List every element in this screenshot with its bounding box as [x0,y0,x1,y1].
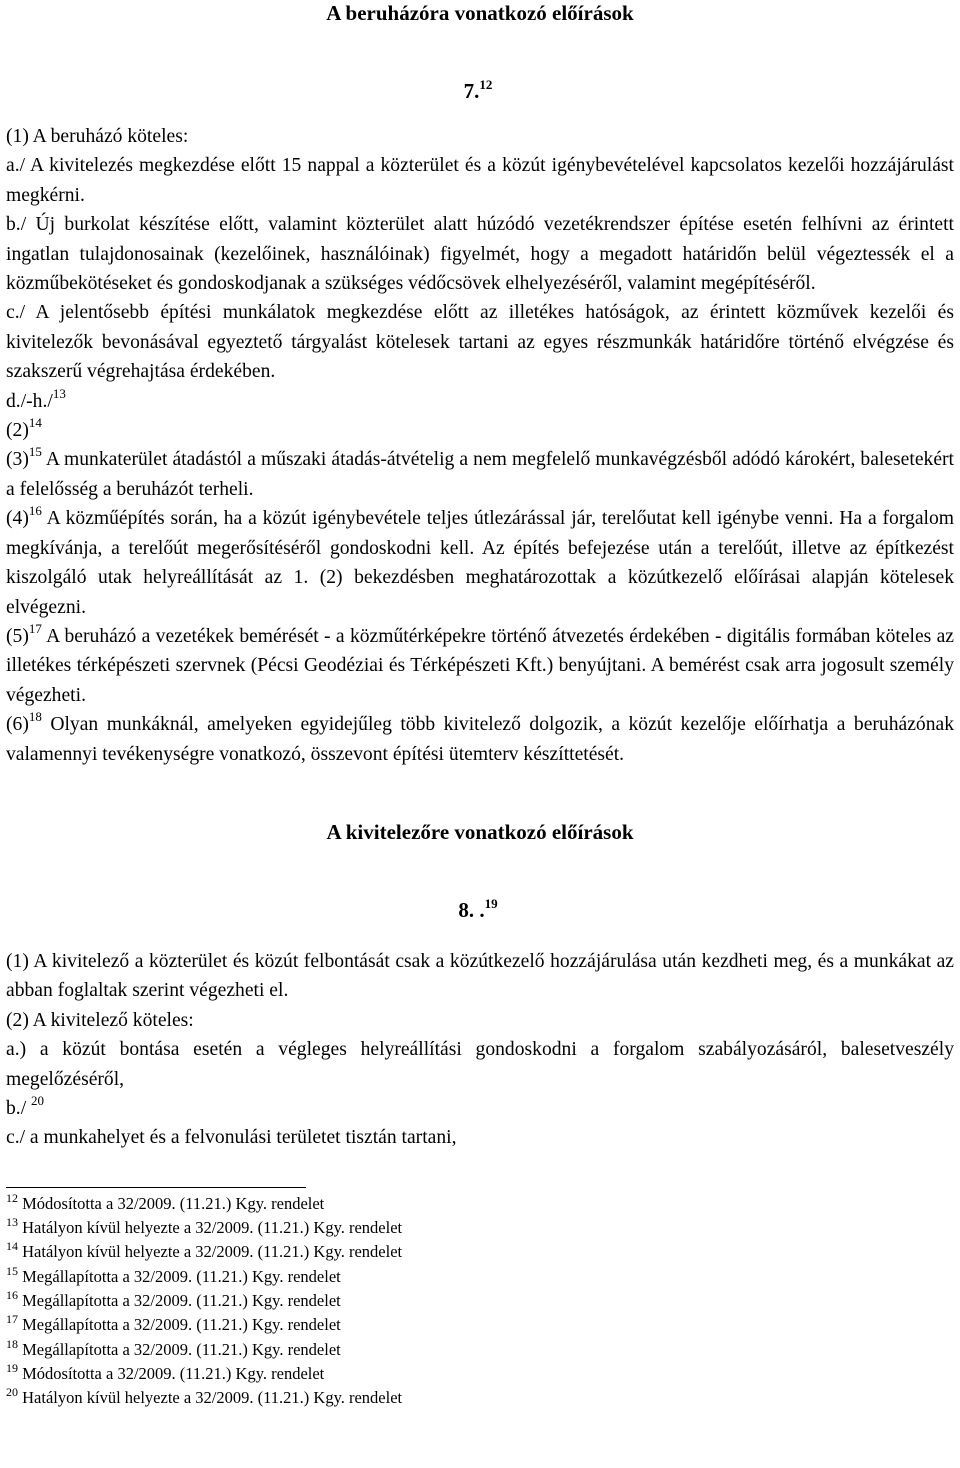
footnote-ref[interactable]: 20 [31,1092,45,1108]
footnote-number: 20 [6,1385,18,1400]
section-8-title: A kivitelezőre vonatkozó előírások [326,819,634,844]
footnote-ref[interactable]: 18 [28,709,42,725]
section-7-number [4,78,952,104]
paragraph-2 [6,416,954,445]
footnote-number: 14 [6,1239,18,1254]
paragraph-3-label: (3) [6,449,29,471]
section-8-paragraph-2: (2) A kivitelező köteles: [6,1009,194,1031]
paragraph-4 [6,504,954,622]
footnote-text: Megállapította a 32/2009. (11.21.) Kgy. rendelet [22,1266,341,1286]
section-7-number-text: 7. [463,79,480,103]
section-8-paragraph-2-a: a.) a közút bontása esetén a végleges helyreállítási gondoskodni a forgalom szabályozásáról, balesetveszély megelőzéséről, [6,1039,954,1090]
paragraph-6-label: (6) [6,714,29,736]
paragraph-4-label: (4) [6,508,29,530]
footnote-number: 19 [6,1360,18,1375]
footnote-separator [6,1187,306,1188]
paragraph-1-c: c./ A jelentősebb építési munkálatok megkezdése előtt az illetékes hatóságok, az érintett közművek kezelői és kivitelezők bevonásával egyeztető tárgyalást kötelesek tartani az egyes részmunkák határidőre történő elvégzése és szakszerű végrehajtása érdekében. [6,302,954,383]
footnote [6,1216,954,1240]
footnote-ref[interactable]: 13 [52,385,66,401]
footnote-number: 12 [6,1190,18,1205]
footnote-text: Hatályon kívül helyezte a 32/2009. (11.21.) Kgy. rendelet [22,1242,403,1262]
footnote [6,1313,954,1337]
footnote-number: 15 [6,1263,18,1278]
footnote [6,1338,954,1362]
section-8-paragraph-2-c: c./ a munkahelyet és a felvonulási területet tisztán tartani, [6,1127,457,1149]
footnote-text: Módosította a 32/2009. (11.21.) Kgy. rendelet [22,1363,325,1383]
footnote-text: Módosította a 32/2009. (11.21.) Kgy. rendelet [22,1193,325,1213]
footnote-number: 17 [6,1312,18,1327]
footnote-ref[interactable]: 16 [28,503,42,519]
footnote [6,1289,954,1313]
footnote-number: 16 [6,1287,18,1302]
footnote [6,1362,954,1386]
footnote [6,1386,954,1410]
section-8-number [4,897,952,923]
footnote-ref[interactable]: 12 [479,77,493,92]
paragraph-1-d-h-text: d./-h./ [6,390,53,412]
paragraph-1-d-h [6,387,954,416]
paragraph-6-text: Olyan munkáknál, amelyeken egyidejűleg több kivitelező dolgozik, a közút kezelője előírhatja a beruházónak valamennyi tevékenységre vonatkozó, összevont építési ütemterv készíttetését. [6,714,954,765]
paragraph-1-b: b./ Új burkolat készítése előtt, valamint közterület alatt húzódó vezetékrendszer építése esetén felhívni az érintett ingatlan tulajdonosainak (kezelőinek, használóinak) figyelmét, hogy a megadott határidőn belül végeztessék el a közműbekötéseket és gondoskodjanak a szükséges védőcsövek elhelyezéséről, valamint megépítéséről. [6,214,954,295]
section-8-paragraph-2-b-text: b./ [6,1097,32,1119]
paragraph-2-label: (2) [6,420,29,442]
footnote [6,1240,954,1264]
section-8-number-text: 8. . [458,897,485,922]
footnote-ref[interactable]: 14 [28,415,42,431]
footnote-text: Hatályon kívül helyezte a 32/2009. (11.21.) Kgy. rendelet [22,1388,403,1408]
paragraph-5 [6,622,954,710]
paragraph-1-a: a./ A kivitelezés megkezdése előtt 15 nappal a közterület és a közút igénybevételével kapcsolatos kezelői hozzájárulást megkérni. [6,155,954,206]
footnote-ref[interactable]: 15 [28,444,42,460]
paragraph-4-text: A közműépítés során, ha a közút igénybevétele teljes útlezárással jár, terelőutat kell igénybe venni. Ha a forgalom megkívánja, a terelőút megerősítéséről gondoskodni kell. Az építés befejezése után a terelőút, illetve az építkezést kiszolgáló utak helyreállítását az 1. (2) bekezdésben meghatározottak a közútkezelő előírásai alapján kötelesek elvégezni. [6,508,954,618]
footnote [6,1192,954,1216]
paragraph-1: (1) A beruházó köteles: [6,126,189,147]
footnote-ref[interactable]: 17 [28,620,42,636]
footnote-text: Hatályon kívül helyezte a 32/2009. (11.21.) Kgy. rendelet [22,1218,403,1238]
paragraph-6 [6,710,954,769]
paragraph-3-text: A munkaterület átadástól a műszaki átadás-átvételig a nem megfelelő munkavégzésből adódó károkért, balesetekért a felelősség a beruházót terheli. [6,449,954,500]
footnotes [6,1192,954,1411]
footnote-text: Megállapította a 32/2009. (11.21.) Kgy. rendelet [22,1339,341,1359]
footnote-ref[interactable]: 19 [484,895,498,911]
footnote-text: Megállapította a 32/2009. (11.21.) Kgy. rendelet [22,1315,341,1335]
footnote-number: 13 [6,1215,18,1230]
paragraph-3 [6,445,954,504]
paragraph-5-label: (5) [6,625,29,647]
paragraph-5-text: A beruházó a vezetékek bemérését - a közműtérképekre történő átvezetés érdekében - digitális formában köteles az illetékes térképészeti szervnek (Pécsi Geodéziai és Térképészeti Kft.) benyújtani. A bemérést csak arra jogosult személy végezheti. [6,625,954,706]
footnote-text: Megállapította a 32/2009. (11.21.) Kgy. rendelet [22,1290,341,1310]
footnote-number: 18 [6,1336,18,1351]
section-7-title: A beruházóra vonatkozó előírások [326,1,634,25]
footnote [6,1265,954,1289]
section-8-paragraph-1: (1) A kivitelező a közterület és közút felbontását csak a közútkezelő hozzájárulása után kezdheti meg, és a munkákat az abban foglaltak szerint végezheti el. [6,950,954,1002]
section-8-paragraph-2-b [6,1094,954,1123]
document-page [6,0,954,1410]
